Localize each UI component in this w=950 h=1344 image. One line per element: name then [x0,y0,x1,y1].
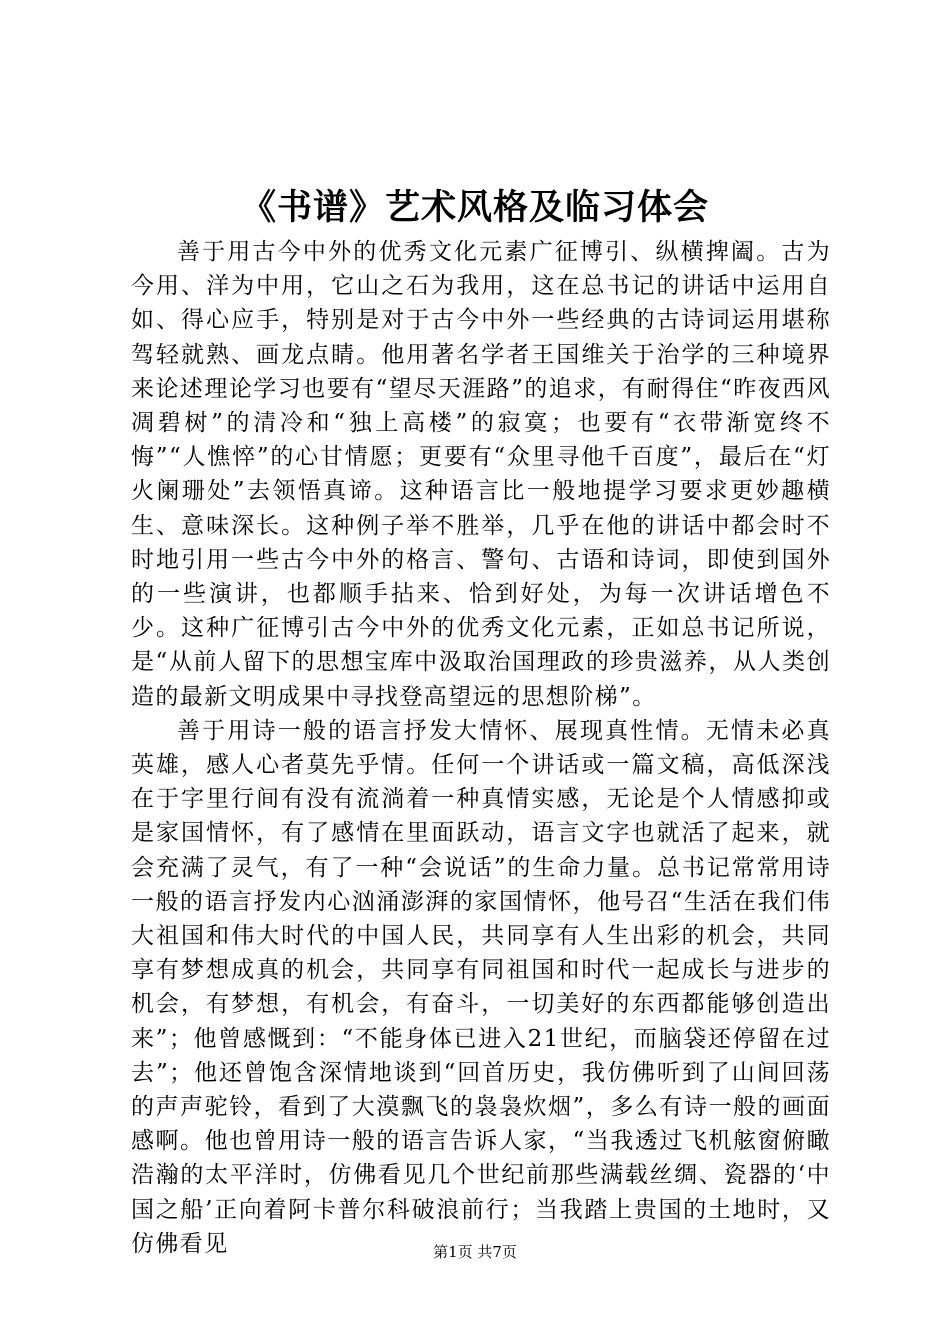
document-title: 《书谱》艺术风格及临习体会 [240,188,709,228]
paragraph-2: 善于用诗一般的语言抒发大情怀、展现真性情。无情未必真英雄，感人心者莫先乎情。任何一个讲话或一篇文稿，高低深浅在于字里行间有没有流淌着一种真情实感，无论是个人情感抑或是家国情怀，有了感情在里面跃动，语言文字也就活了起来，就会充满了灵气，有了一种“会说话”的生命力量。总书记常常用诗一般的语言抒发内心汹涌澎湃的家国情怀，他号召“生活在我们伟大祖国和伟大时代的中国人民，共同享有人生出彩的机会，共同享有梦想成真的机会，共同享有同祖国和时代一起成长与进步的机会，有梦想，有机会，有奋斗，一切美好的东西都能够创造出来”；他曾感慨到：“不能身体已进入21世纪，而脑袋还停留在过去”；他还曾饱含深情地谈到“回首历史，我仿佛听到了山间回荡的声声驼铃，看到了大漠飘飞的袅袅炊烟”，多么有诗一般的画面感啊。他也曾用诗一般的语言告诉人家，“当我透过飞机舷窗俯瞰浩瀚的太平洋时，仿佛看见几个世纪前那些满载丝绸、瓷器的‘中国之船’正向着阿卡普尔科破浪前行；当我踏上贵国的土地时，又仿佛看见 [131,717,831,1257]
page-footer: 第1页 共7页 [433,1243,517,1261]
paragraph-1: 善于用古今中外的优秀文化元素广征博引、纵横捭阖。古为今用、洋为中用，它山之石为我用，这在总书记的讲话中运用自如、得心应手，特别是对于古今中外一些经典的古诗词运用堪称驾轻就熟、画龙点睛。他用著名学者王国维关于治学的三种境界来论述理论学习也要有“望尽天涯路”的追求，有耐得住“昨夜西风凋碧树”的清冷和“独上高楼”的寂寞；也要有“衣带渐宽终不悔”“人憔悴”的心甘情愿；更要有“众里寻他千百度”，最后在“灯火阑珊处”去领悟真谛。这种语言比一般地提学习要求更妙趣横生、意味深长。这种例子举不胜举，几乎在他的讲话中都会时不时地引用一些古今中外的格言、警句、古语和诗词，即使到国外的一些演讲，也都顺手拈来、恰到好处，为每一次讲话增色不少。这种广征博引古今中外的优秀文化元素，正如总书记所说，是“从前人留下的思想宝库中汲取治国理政的珍贵滋养，从人类创造的最新文明成果中寻找登高望远的思想阶梯”。 [131,239,831,710]
document-body [131,235,831,1261]
